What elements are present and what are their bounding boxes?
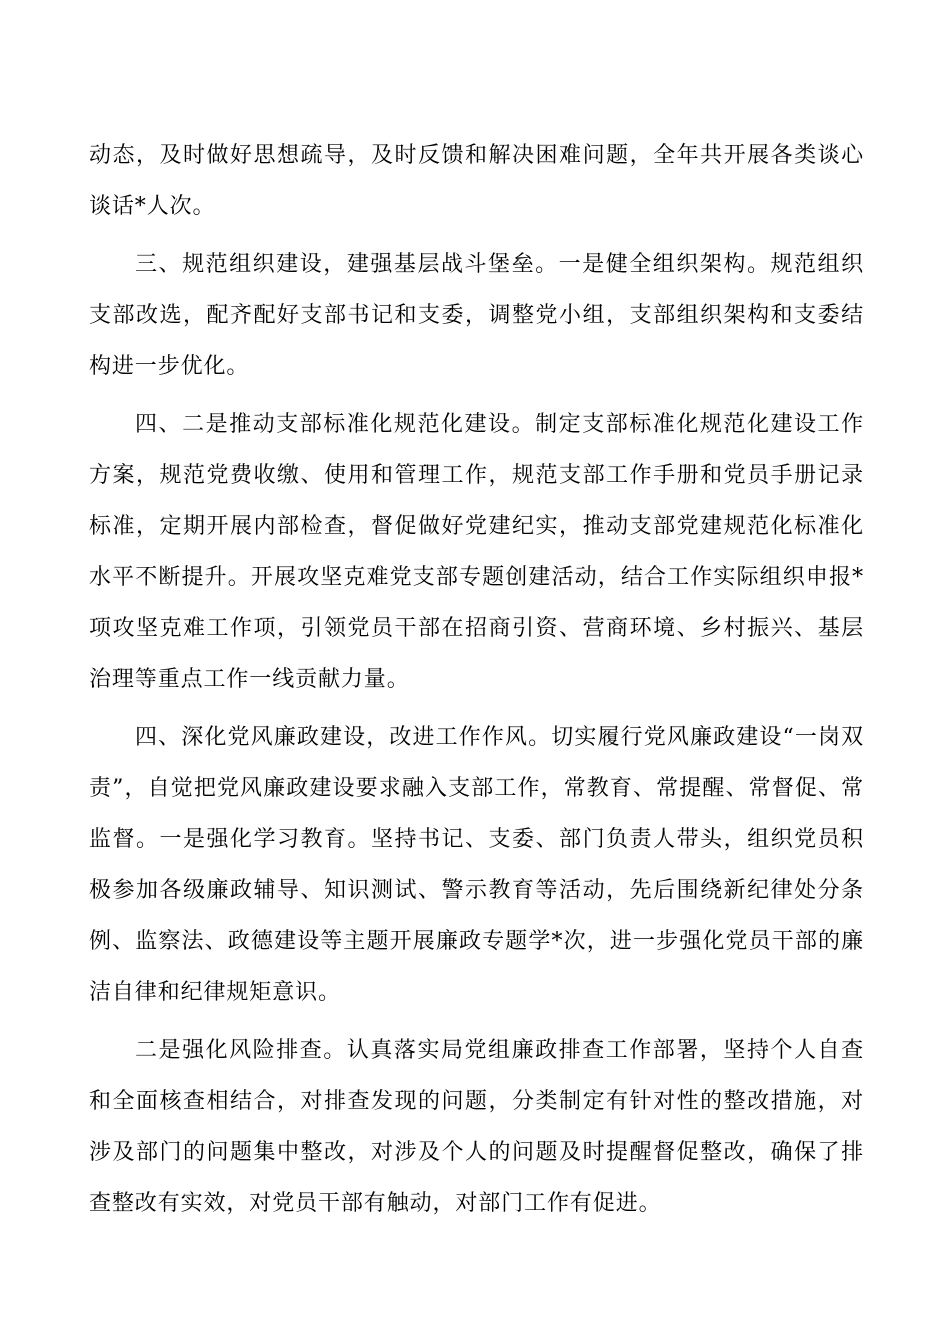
paragraph-risk-inspection: 二是强化风险排查。认真落实局党组廉政排查工作部署，坚持个人自查和全面核查相结合，对排查发现的问题，分类制定有针对性的整改措施，对涉及部门的问题集中整改，对涉及个人的问题及时提醒督促整改，确保了排查整改有实效，对党员干部有触动，对部门工作有促进。 [89,1038,864,1216]
paragraph-integrity-building: 四、深化党风廉政建设，改进工作作风。切实履行党风廉政建设“一岗双责”，自觉把党风廉政建设要求融入支部工作，常教育、常提醒、常督促、常监督。一是强化学习教育。坚持书记、支委、部门负责人带头，组织党员积极参加各级廉政辅导、知识测试、警示教育等活动，先后围绕新纪律处分条例、监察法、政德建设等主题开展廉政专题学*次，进一步强化党员干部的廉洁自律和纪律规矩意识。 [89,725,864,1005]
paragraph-branch-standardization: 四、二是推动支部标准化规范化建设。制定支部标准化规范化建设工作方案，规范党费收缴、使用和管理工作，规范支部工作手册和党员手册记录标准，定期开展内部检查，督促做好党建纪实，推动支部党建规范化标准化水平不断提升。开展攻坚克难党支部专题创建活动，结合工作实际组织申报*项攻坚克难工作项，引领党员干部在招商引资、营商环境、乡村振兴、基层治理等重点工作一线贡献力量。 [89,412,864,692]
paragraph-organization-building: 三、规范组织建设，建强基层战斗堡垒。一是健全组织架构。规范组织支部改选，配齐配好支部书记和支委，调整党小组，支部组织架构和支委结构进一步优化。 [89,252,864,379]
document-body [89,130,864,1229]
paragraph-continuation: 动态，及时做好思想疏导，及时反馈和解决困难问题，全年共开展各类谈心谈话*人次。 [89,143,864,219]
